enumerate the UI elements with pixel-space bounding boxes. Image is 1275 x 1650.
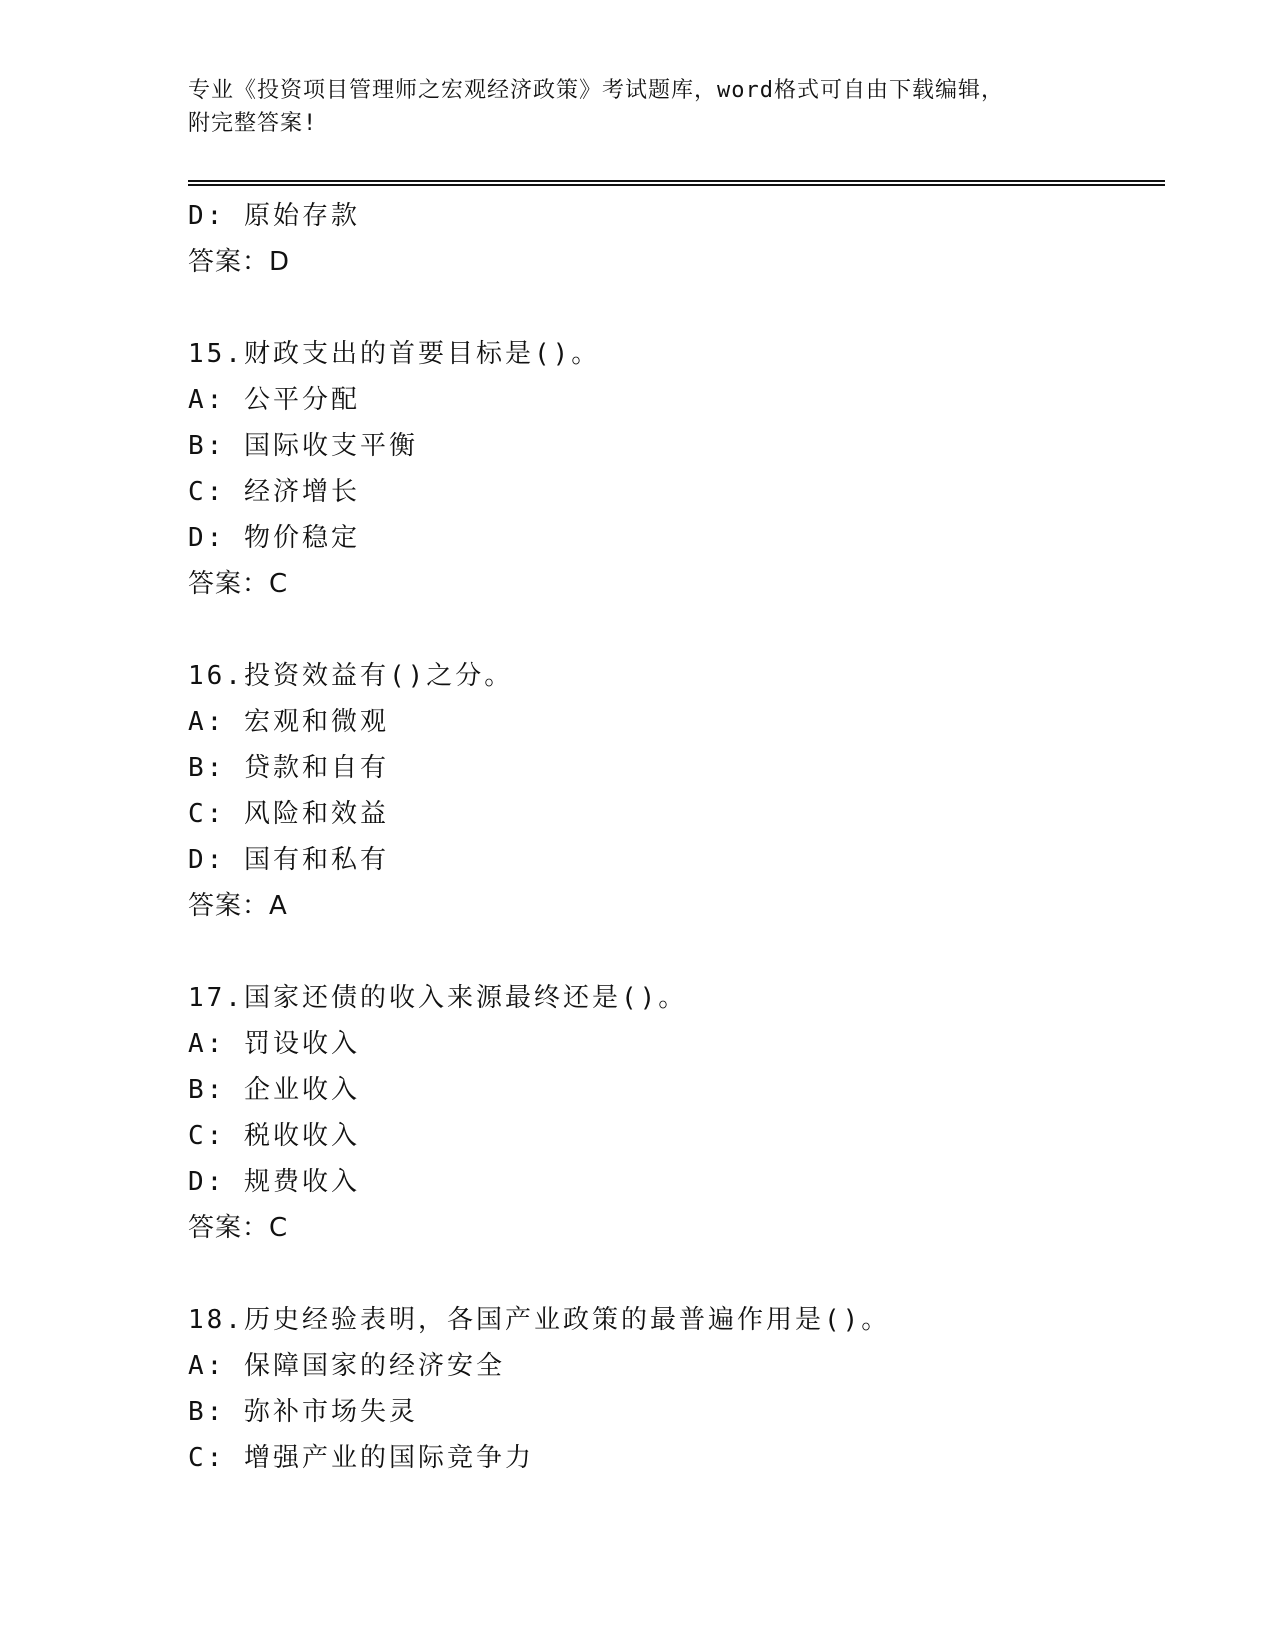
question-stem: 17.国家还债的收入来源最终还是()。 — [188, 983, 688, 1013]
option-c: C: 经济增长 — [188, 477, 360, 507]
option-a: A: 宏观和微观 — [188, 707, 389, 737]
header-line-2: 附完整答案! — [188, 111, 318, 136]
option-a: A: 罚设收入 — [188, 1029, 360, 1059]
header-line-1: 专业《投资项目管理师之宏观经济政策》考试题库，word格式可自由下载编辑， — [188, 78, 1004, 103]
option-d: D: 规费收入 — [188, 1167, 360, 1197]
question-15 — [188, 331, 1168, 607]
question-content — [188, 193, 1168, 1481]
spacer — [188, 1251, 1168, 1297]
question-stem: 18.历史经验表明，各国产业政策的最普遍作用是()。 — [188, 1305, 891, 1335]
carryover-answer: 答案：D — [188, 247, 291, 277]
option-d: D: 物价稳定 — [188, 523, 360, 553]
option-c: C: 风险和效益 — [188, 799, 389, 829]
option-c: C: 增强产业的国际竞争力 — [188, 1443, 534, 1473]
question-stem: 16.投资效益有()之分。 — [188, 661, 514, 691]
carryover-option: D: 原始存款 — [188, 201, 360, 231]
option-b: B: 国际收支平衡 — [188, 431, 418, 461]
option-b: B: 企业收入 — [188, 1075, 360, 1105]
option-b: B: 贷款和自有 — [188, 753, 389, 783]
option-a: A: 保障国家的经济安全 — [188, 1351, 505, 1381]
answer-line: 答案：C — [188, 1213, 289, 1243]
question-stem: 15.财政支出的首要目标是()。 — [188, 339, 601, 369]
question-18 — [188, 1297, 1168, 1481]
option-b: B: 弥补市场失灵 — [188, 1397, 418, 1427]
header-double-rule — [188, 180, 1165, 186]
spacer — [188, 607, 1168, 653]
answer-line: 答案：A — [188, 891, 288, 921]
option-c: C: 税收收入 — [188, 1121, 360, 1151]
spacer — [188, 285, 1168, 331]
option-d: D: 国有和私有 — [188, 845, 389, 875]
document-header — [188, 74, 1088, 140]
question-17 — [188, 975, 1168, 1251]
spacer — [188, 929, 1168, 975]
option-a: A: 公平分配 — [188, 385, 360, 415]
question-16 — [188, 653, 1168, 929]
answer-line: 答案：C — [188, 569, 289, 599]
